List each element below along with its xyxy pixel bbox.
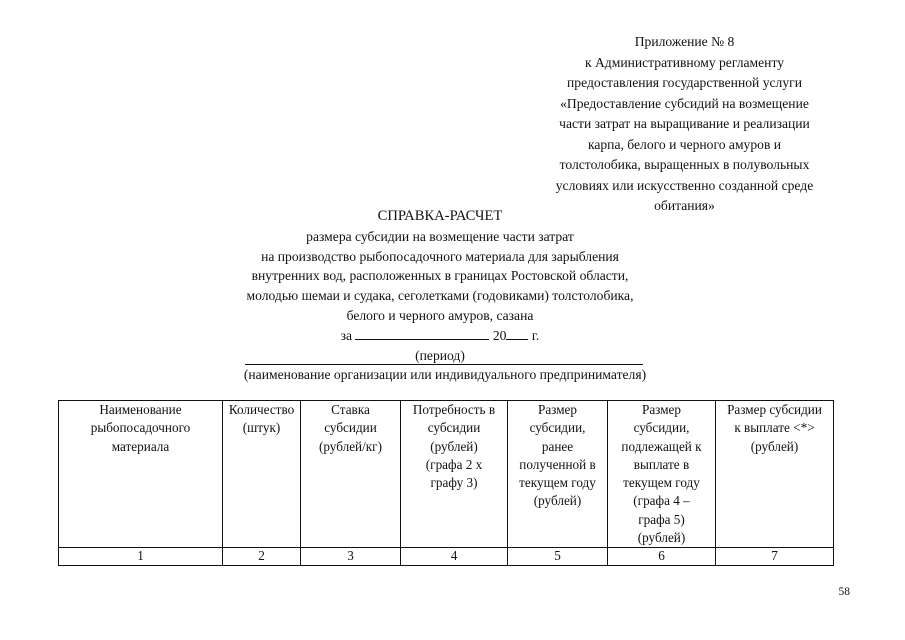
- page-number: 58: [838, 586, 850, 598]
- column-number: 2: [223, 548, 301, 566]
- period-year: 20: [492, 327, 507, 343]
- period-blank[interactable]: [355, 327, 489, 340]
- column-number-row: [59, 548, 834, 566]
- subtitle-line: молодью шемаи и судака, сеголетками (годовиками) толстолобика,: [246, 288, 634, 304]
- header-subsidy-rate: Ставка субсидии (рублей/кг): [301, 401, 401, 548]
- appendix-line: карпа, белого и черного амуров и: [587, 136, 782, 152]
- header-quantity: Количество (штук): [223, 401, 301, 548]
- column-number: 3: [301, 548, 401, 566]
- appendix-line: предоставления государственной услуги: [567, 75, 802, 90]
- column-number: 1: [59, 548, 223, 566]
- appendix-line: части затрат на выращивание и реализации: [559, 116, 810, 131]
- period-suffix: г.: [531, 327, 540, 343]
- subsidy-calculation-table: [58, 400, 834, 566]
- appendix-block: [532, 32, 837, 217]
- header-subsidy-received: Размер субсидии, ранее полученной в текущем году (рублей): [508, 401, 608, 548]
- appendix-line: толстолобика, выращенных в полувольных: [559, 157, 810, 172]
- year-blank[interactable]: [506, 327, 528, 340]
- appendix-line: обитания»: [654, 198, 715, 213]
- header-subsidy-payable: Размер субсидии, подлежащей к выплате в текущем году (графа 4 – графа 5) (рублей): [608, 401, 716, 548]
- period-caption: (период): [415, 347, 465, 363]
- subtitle-line: белого и черного амуров, сазана: [346, 307, 534, 323]
- subtitle-line: внутренних вод, расположенных в границах Ростовской области,: [251, 268, 629, 284]
- subtitle-line: размера субсидии на возмещение части затрат: [306, 228, 574, 244]
- header-material-name: Наименование рыбопосадочного материала: [59, 401, 223, 548]
- period-line: [205, 326, 675, 346]
- organization-blank-line[interactable]: [245, 364, 643, 365]
- appendix-line: Приложение № 8: [634, 34, 735, 49]
- document-title: СПРАВКА-РАСЧЕТ: [377, 208, 503, 224]
- table-header-row: [59, 401, 834, 548]
- column-number: 4: [401, 548, 508, 566]
- document-heading: [205, 207, 675, 365]
- appendix-line: условиях или искусственно созданной среде: [555, 177, 814, 193]
- appendix-line: «Предоставление субсидий на возмещение: [560, 95, 809, 111]
- column-number: 6: [608, 548, 716, 566]
- organization-caption: (наименование организации или индивидуального предпринимателя): [243, 367, 647, 382]
- column-number: 7: [716, 548, 834, 566]
- header-subsidy-need: Потребность в субсидии (рублей) (графа 2 х графу 3): [401, 401, 508, 548]
- subtitle-line: на производство рыбопосадочного материала для зарыбления: [261, 248, 619, 264]
- column-number: 5: [508, 548, 608, 566]
- appendix-line: к Административному регламенту: [584, 54, 785, 70]
- period-prefix: за: [340, 327, 353, 343]
- header-subsidy-to-pay: Размер субсидии к выплате <*> (рублей): [716, 401, 834, 548]
